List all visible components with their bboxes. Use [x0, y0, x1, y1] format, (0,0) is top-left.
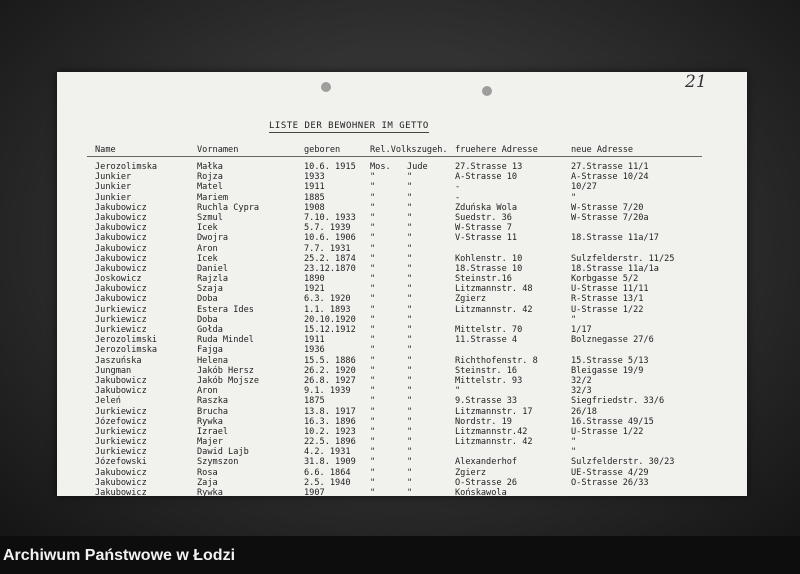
cell-rel: ": [370, 386, 376, 397]
cell-volk: ": [407, 202, 413, 213]
cell-geboren: 23.12.1870: [304, 263, 356, 274]
cell-vorname: Mariem: [197, 192, 229, 203]
cell-vorname: Zaja: [197, 477, 218, 488]
table-row: [57, 488, 747, 498]
cell-rel: ": [370, 426, 376, 437]
cell-volk: ": [407, 182, 413, 193]
cell-frueh: W-Strasse 7: [455, 223, 512, 234]
cell-volk: ": [407, 284, 413, 295]
cell-geboren: 10.6. 1915: [304, 162, 356, 172]
header-vorname: Vornamen: [197, 145, 239, 155]
cell-rel: ": [370, 447, 376, 458]
cell-vorname: Jakób Mojsze: [197, 375, 260, 386]
table-row: [57, 244, 747, 254]
cell-volk: ": [407, 457, 413, 468]
cell-geboren: 5.7. 1939: [304, 223, 351, 234]
cell-volk: ": [407, 426, 413, 437]
cell-rel: ": [370, 284, 376, 295]
cell-neu: ": [571, 314, 577, 325]
cell-rel: ": [370, 233, 376, 244]
cell-vorname: Szaja: [197, 284, 223, 295]
cell-geboren: 1933: [304, 172, 325, 183]
cell-rel: ": [370, 274, 376, 285]
cell-geboren: 1.1. 1893: [304, 304, 351, 315]
table-row: [57, 478, 747, 488]
cell-name: Jakubowicz: [95, 467, 147, 478]
cell-volk: ": [407, 223, 413, 234]
cell-frueh: Litzmannstr. 17: [455, 406, 533, 417]
cell-geboren: 7.10. 1933: [304, 212, 356, 223]
cell-name: Jeleń: [95, 396, 121, 407]
cell-rel: ": [370, 325, 376, 335]
cell-name: Jerozolimska: [95, 162, 158, 172]
table-row: [57, 203, 747, 213]
cell-rel: ": [370, 467, 376, 478]
cell-neu: UE-Strasse 4/29: [571, 467, 649, 478]
cell-frueh: Litzmannstr. 42: [455, 304, 533, 315]
cell-rel: ": [370, 212, 376, 223]
cell-frueh: Zgierz: [455, 294, 487, 305]
cell-volk: ": [407, 192, 413, 203]
cell-vorname: Icek: [197, 223, 218, 234]
header-neu: neue Adresse: [571, 145, 634, 155]
cell-volk: ": [407, 233, 413, 244]
cell-volk: ": [407, 477, 413, 488]
cell-vorname: Małka: [197, 162, 223, 172]
table-row: [57, 254, 747, 264]
cell-vorname: Rywka: [197, 488, 223, 498]
cell-rel: ": [370, 172, 376, 183]
cell-geboren: 31.8. 1909: [304, 457, 356, 468]
cell-volk: ": [407, 355, 413, 366]
cell-vorname: Rajzla: [197, 274, 229, 285]
cell-frueh: ": [455, 386, 461, 397]
table-row: [57, 213, 747, 223]
cell-vorname: Estera Ides: [197, 304, 254, 315]
cell-volk: ": [407, 396, 413, 407]
table-row: [57, 233, 747, 243]
table-row: [57, 335, 747, 345]
cell-vorname: Szymszon: [197, 457, 239, 468]
cell-geboren: 26.8. 1927: [304, 375, 356, 386]
cell-geboren: 7.7. 1931: [304, 243, 351, 254]
cell-rel: ": [370, 192, 376, 203]
cell-frueh: Alexanderhof: [455, 457, 518, 468]
cell-rel: ": [370, 488, 376, 498]
table-row: [57, 376, 747, 386]
cell-name: Jakubowicz: [95, 294, 147, 305]
cell-neu: Bolznegasse 27/6: [571, 335, 654, 346]
table-row: [57, 468, 747, 478]
cell-neu: 1/17: [571, 325, 592, 335]
cell-name: Jakubowicz: [95, 223, 147, 234]
table-row: [57, 294, 747, 304]
cell-rel: ": [370, 416, 376, 427]
cell-frueh: Mittelstr. 93: [455, 375, 523, 386]
cell-rel: ": [370, 355, 376, 366]
table-row: [57, 457, 747, 467]
cell-name: Jakubowicz: [95, 202, 147, 213]
cell-geboren: 4.2. 1931: [304, 447, 351, 458]
cell-rel: ": [370, 396, 376, 407]
table-row: [57, 386, 747, 396]
cell-frueh: Steinstr. 16: [455, 365, 518, 376]
cell-name: Józefowski: [95, 457, 147, 468]
table-row: [57, 182, 747, 192]
cell-vorname: Dwojra: [197, 233, 229, 244]
cell-geboren: 10.2. 1923: [304, 426, 356, 437]
cell-frueh: 27.Strasse 13: [455, 162, 523, 172]
cell-vorname: Matel: [197, 182, 223, 193]
cell-vorname: Izrael: [197, 426, 229, 437]
cell-vorname: Majer: [197, 437, 223, 448]
cell-rel: ": [370, 335, 376, 346]
cell-neu: W-Strasse 7/20a: [571, 212, 649, 223]
header-geboren: geboren: [304, 145, 341, 155]
cell-neu: A-Strasse 10/24: [571, 172, 649, 183]
table-row: [57, 345, 747, 355]
table-row: [57, 325, 747, 335]
table-row: [57, 315, 747, 325]
cell-vorname: Aron: [197, 386, 218, 397]
cell-vorname: Szmul: [197, 212, 223, 223]
cell-volk: ": [407, 437, 413, 448]
cell-vorname: Dawid Lajb: [197, 447, 249, 458]
cell-name: Jakubowicz: [95, 375, 147, 386]
cell-name: Joskowicz: [95, 274, 142, 285]
cell-name: Jakubowicz: [95, 488, 147, 498]
cell-neu: 18.Strasse 11a/1a: [571, 263, 659, 274]
cell-name: Jerozolimska: [95, 345, 158, 356]
cell-name: Jakubowicz: [95, 386, 147, 397]
table-row: [57, 284, 747, 294]
cell-vorname: Icek: [197, 253, 218, 264]
cell-neu: 18.Strasse 11a/17: [571, 233, 659, 244]
cell-geboren: 1908: [304, 202, 325, 213]
table-row: [57, 366, 747, 376]
cell-rel: ": [370, 182, 376, 193]
table-row: [57, 305, 747, 315]
cell-name: Jurkiewicz: [95, 447, 147, 458]
cell-name: Junkier: [95, 172, 132, 183]
cell-neu: 32/3: [571, 386, 592, 397]
table-row: [57, 437, 747, 447]
cell-geboren: 2.5. 1940: [304, 477, 351, 488]
cell-neu: ": [571, 192, 577, 203]
cell-volk: ": [407, 467, 413, 478]
cell-neu: O-Strasse 26/33: [571, 477, 649, 488]
cell-neu: Sulzfelderstr. 30/23: [571, 457, 675, 468]
table-row: [57, 417, 747, 427]
cell-volk: ": [407, 335, 413, 346]
cell-geboren: 25.2. 1874: [304, 253, 356, 264]
table-row: [57, 264, 747, 274]
cell-rel: ": [370, 314, 376, 325]
cell-rel: Mos.: [370, 162, 391, 172]
cell-name: Jakubowicz: [95, 263, 147, 274]
footer-bar: [0, 536, 800, 574]
cell-volk: ": [407, 172, 413, 183]
cell-frueh: -: [455, 182, 461, 193]
cell-vorname: Rosa: [197, 467, 218, 478]
punch-hole: [321, 82, 331, 92]
table-row: [57, 223, 747, 233]
cell-geboren: 26.2. 1920: [304, 365, 356, 376]
cell-neu: ": [571, 447, 577, 458]
cell-geboren: 1907: [304, 488, 325, 498]
document-title: LISTE DER BEWOHNER IM GETTO: [269, 121, 429, 131]
cell-geboren: 13.8. 1917: [304, 406, 356, 417]
cell-rel: ": [370, 243, 376, 254]
cell-vorname: Rojza: [197, 172, 223, 183]
cell-rel: ": [370, 345, 376, 356]
cell-geboren: 1875: [304, 396, 325, 407]
cell-vorname: Gołda: [197, 325, 223, 335]
cell-vorname: Ruchla Cypra: [197, 202, 260, 213]
cell-frueh: O-Strasse 26: [455, 477, 518, 488]
cell-vorname: Aron: [197, 243, 218, 254]
cell-frueh: Litzmannstr. 48: [455, 284, 533, 295]
table-row: [57, 193, 747, 203]
cell-rel: ": [370, 253, 376, 264]
cell-frueh: Litzmannstr.42: [455, 426, 528, 437]
cell-neu: Siegfriedstr. 33/6: [571, 396, 665, 407]
cell-neu: R-Strasse 13/1: [571, 294, 644, 305]
cell-frueh: 11.Strasse 4: [455, 335, 518, 346]
cell-geboren: 1936: [304, 345, 325, 356]
cell-rel: ": [370, 202, 376, 213]
cell-frueh: A-Strasse 10: [455, 172, 518, 183]
cell-frueh: Kohlenstr. 10: [455, 253, 523, 264]
cell-geboren: 16.3. 1896: [304, 416, 356, 427]
cell-rel: ": [370, 457, 376, 468]
cell-geboren: 20.10.1920: [304, 314, 356, 325]
table-row: [57, 356, 747, 366]
table-row: [57, 274, 747, 284]
cell-rel: ": [370, 263, 376, 274]
cell-geboren: 6.3. 1920: [304, 294, 351, 305]
cell-volk: Jude: [407, 162, 428, 172]
cell-vorname: Jakób Hersz: [197, 365, 254, 376]
cell-name: Junkier: [95, 192, 132, 203]
cell-geboren: 1921: [304, 284, 325, 295]
cell-rel: ": [370, 375, 376, 386]
cell-frueh: Końskawola: [455, 488, 507, 498]
cell-neu: 32/2: [571, 375, 592, 386]
table-row: [57, 407, 747, 417]
cell-frueh: Nordstr. 19: [455, 416, 512, 427]
cell-vorname: Ruda Mindel: [197, 335, 254, 346]
cell-neu: U-Strasse 1/22: [571, 304, 644, 315]
cell-geboren: 1885: [304, 192, 325, 203]
cell-neu: Sulzfelderstr. 11/25: [571, 253, 675, 264]
cell-vorname: Helena: [197, 355, 229, 366]
table-row: [57, 447, 747, 457]
punch-hole: [482, 86, 492, 96]
cell-rel: ": [370, 294, 376, 305]
page-number: 21: [685, 72, 707, 92]
cell-neu: Korbgasse 5/2: [571, 274, 639, 285]
cell-frueh: Litzmannstr. 42: [455, 437, 533, 448]
cell-rel: ": [370, 477, 376, 488]
cell-geboren: 6.6. 1864: [304, 467, 351, 478]
cell-volk: ": [407, 345, 413, 356]
cell-vorname: Rywka: [197, 416, 223, 427]
cell-volk: ": [407, 212, 413, 223]
cell-frueh: 9.Strasse 33: [455, 396, 518, 407]
resident-list: [57, 162, 747, 498]
cell-geboren: 22.5. 1896: [304, 437, 356, 448]
cell-frueh: 18.Strasse 10: [455, 263, 523, 274]
cell-name: Jerozolimski: [95, 335, 158, 346]
cell-geboren: 1911: [304, 335, 325, 346]
cell-name: Jaszuńska: [95, 355, 142, 366]
cell-frueh: V-Strasse 11: [455, 233, 518, 244]
cell-name: Jakubowicz: [95, 243, 147, 254]
document-sheet: [57, 72, 747, 496]
cell-volk: ": [407, 304, 413, 315]
cell-volk: ": [407, 416, 413, 427]
cell-name: Junkier: [95, 182, 132, 193]
cell-name: Jurkiewicz: [95, 437, 147, 448]
cell-name: Jurkiewicz: [95, 406, 147, 417]
cell-name: Jakubowicz: [95, 284, 147, 295]
cell-vorname: Doba: [197, 314, 218, 325]
cell-name: Jakubowicz: [95, 253, 147, 264]
header-name: Name: [95, 145, 116, 155]
header-rule: [87, 156, 702, 157]
cell-name: Jurkiewicz: [95, 304, 147, 315]
table-row: [57, 396, 747, 406]
archive-name: Archiwum Państwowe w Łodzi: [3, 547, 236, 564]
cell-neu: 15.Strasse 5/13: [571, 355, 649, 366]
cell-frueh: Suedstr. 36: [455, 212, 512, 223]
cell-rel: ": [370, 406, 376, 417]
cell-volk: ": [407, 365, 413, 376]
cell-volk: ": [407, 253, 413, 264]
cell-volk: ": [407, 294, 413, 305]
cell-frueh: Steinstr.16: [455, 274, 512, 285]
cell-vorname: Brucha: [197, 406, 229, 417]
table-row: [57, 162, 747, 172]
cell-geboren: 1890: [304, 274, 325, 285]
cell-rel: ": [370, 437, 376, 448]
cell-rel: ": [370, 365, 376, 376]
cell-frueh: Mittelstr. 70: [455, 325, 523, 335]
cell-vorname: Daniel: [197, 263, 229, 274]
cell-volk: ": [407, 325, 413, 335]
cell-vorname: Fajga: [197, 345, 223, 356]
table-row: [57, 172, 747, 182]
cell-name: Jungman: [95, 365, 132, 376]
cell-neu: U-Strasse 1/22: [571, 426, 644, 437]
cell-volk: ": [407, 314, 413, 325]
cell-neu: U-Strasse 11/11: [571, 284, 649, 295]
cell-rel: ": [370, 223, 376, 234]
cell-geboren: 1911: [304, 182, 325, 193]
cell-volk: ": [407, 447, 413, 458]
cell-volk: ": [407, 263, 413, 274]
cell-vorname: Doba: [197, 294, 218, 305]
cell-neu: 10/27: [571, 182, 597, 193]
cell-volk: ": [407, 386, 413, 397]
cell-volk: ": [407, 243, 413, 254]
cell-volk: ": [407, 406, 413, 417]
cell-frueh: Richthofenstr. 8: [455, 355, 538, 366]
cell-volk: ": [407, 488, 413, 498]
cell-geboren: 15.5. 1886: [304, 355, 356, 366]
cell-name: Jurkiewicz: [95, 314, 147, 325]
cell-frueh: Zduńska Wola: [455, 202, 518, 213]
cell-volk: ": [407, 375, 413, 386]
cell-neu: W-Strasse 7/20: [571, 202, 644, 213]
cell-name: Jakubowicz: [95, 477, 147, 488]
cell-name: Jakubowicz: [95, 212, 147, 223]
cell-geboren: 9.1. 1939: [304, 386, 351, 397]
cell-neu: 26/18: [571, 406, 597, 417]
cell-neu: ": [571, 437, 577, 448]
cell-name: Jurkiewicz: [95, 325, 147, 335]
cell-neu: 16.Strasse 49/15: [571, 416, 654, 427]
cell-rel: ": [370, 304, 376, 315]
cell-frueh: Zgierz: [455, 467, 487, 478]
cell-name: Józefowicz: [95, 416, 147, 427]
cell-neu: 27.Strasse 11/1: [571, 162, 649, 172]
table-row: [57, 427, 747, 437]
cell-name: Jurkiewicz: [95, 426, 147, 437]
header-frueh: fruehere Adresse: [455, 145, 538, 155]
cell-frueh: -: [455, 192, 461, 203]
cell-neu: Bleigasse 19/9: [571, 365, 644, 376]
cell-geboren: 10.6. 1906: [304, 233, 356, 244]
cell-geboren: 15.12.1912: [304, 325, 356, 335]
cell-volk: ": [407, 274, 413, 285]
header-rel: Rel.Volkszugeh.: [370, 145, 448, 155]
cell-vorname: Raszka: [197, 396, 229, 407]
cell-name: Jakubowicz: [95, 233, 147, 244]
